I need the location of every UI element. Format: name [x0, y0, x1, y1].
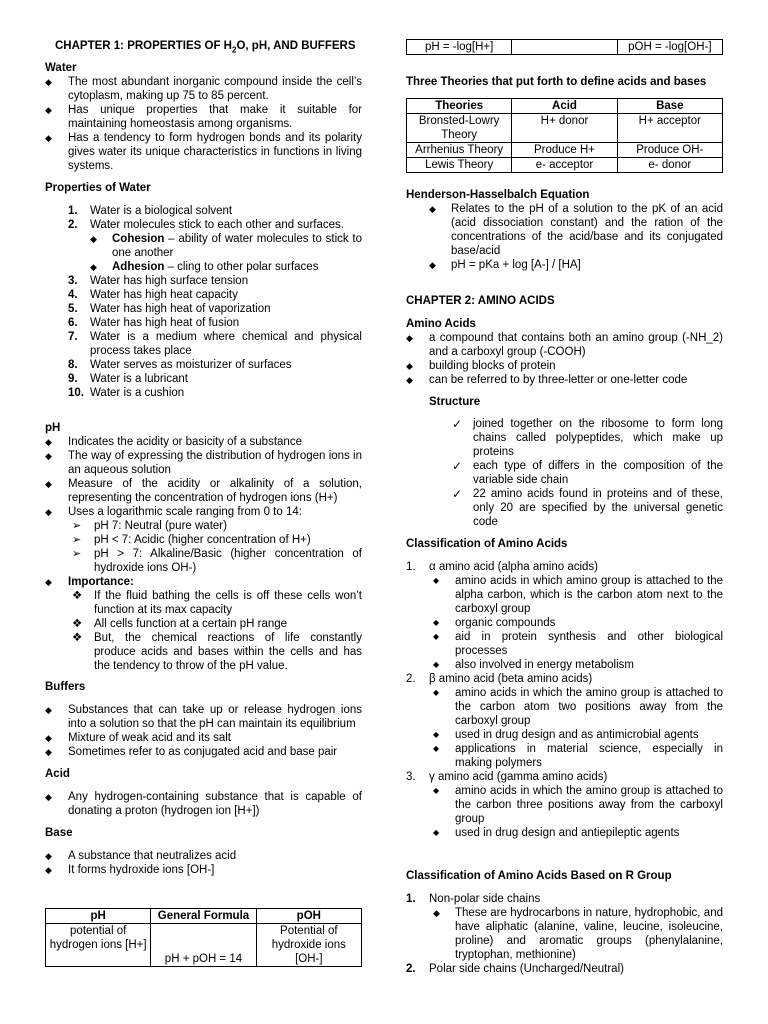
hh-bullets — [406, 202, 723, 272]
list-item: ◆ These are hydrocarbons in nature, hydrophobic, and have aliphatic (alanine, valine, leucine, isoleucine, proline) and aromatic groups (phenylalanine, tryptophan, methionine) — [433, 907, 723, 961]
list-item: ◆ amino acids in which amino group is attached to the alpha carbon, which is the carbon atom next to the carboxyl group — [433, 575, 723, 615]
list-item: ➢ pH < 7: Acidic (higher concentration of H+) — [72, 534, 311, 546]
list-item: ◆ amino acids in which the amino group is attached to the carbon atom two positions away from the carboxyl group — [433, 687, 723, 727]
table-cell: potential of hydrogen ions [H+] — [46, 924, 151, 967]
table-cell: Produce H+ — [512, 143, 617, 158]
table-cell — [512, 40, 617, 55]
structure-heading: Structure — [429, 396, 481, 408]
list-item: ❖ But, the chemical reactions of life constantly produce acids and bases within the cells and has the tendency to throw of the pH value. — [72, 632, 362, 672]
base-bullets — [45, 849, 362, 877]
list-item: ◆ Sometimes refer to as conjugated acid and base pair — [45, 746, 338, 758]
list-item: ◆ A substance that neutralizes acid — [45, 850, 237, 862]
structure-list — [406, 417, 723, 529]
checkmark-icon: ✓ — [452, 459, 463, 473]
table-cell: pOH = -log[OH-] — [617, 40, 722, 55]
list-item: ◆ Any hydrogen-containing substance that is capable of donating a proton (hydrogen ion [H+]) — [45, 791, 362, 817]
ph-heading: pH — [45, 422, 61, 434]
table-row — [407, 158, 723, 173]
properties-list — [45, 204, 362, 400]
list-item: ◆ building blocks of protein — [406, 360, 556, 372]
log-formula-table — [406, 39, 723, 55]
list-item: 1. Non-polar side chains — [406, 893, 541, 905]
list-item: 1. Water is a biological solvent — [68, 205, 233, 217]
list-item: 10. Water is a cushion — [68, 387, 185, 399]
table-cell: e- acceptor — [512, 158, 617, 173]
list-item: 8. Water serves as moisturizer of surfaces — [68, 359, 292, 371]
checkmark-icon: ✓ — [452, 487, 463, 501]
list-item: 7. Water is a medium where chemical and physical process takes place — [68, 331, 362, 357]
table-header: pH — [46, 909, 151, 924]
list-item: 3. γ amino acid (gamma amino acids) — [406, 771, 608, 783]
table-cell: Arrhenius Theory — [407, 143, 512, 158]
table-cell: Potential of hydroxide ions [OH-] — [256, 924, 361, 967]
theories-heading: Three Theories that put forth to define acids and bases — [406, 76, 707, 88]
ph-bullets — [45, 435, 362, 673]
buffers-heading: Buffers — [45, 681, 86, 693]
list-item: 4. Water has high heat capacity — [68, 289, 238, 301]
classification-list — [406, 560, 723, 840]
list-item: 5. Water has high heat of vaporization — [68, 303, 271, 315]
list-item: ◆ Has unique properties that make it suitable for maintaining homeostasis among organisms. — [45, 104, 362, 130]
list-item: ❖ All cells function at a certain pH range — [72, 618, 288, 630]
table-header: General Formula — [151, 909, 256, 924]
list-item: ◆ Relates to the pH of a solution to the pK of an acid (acid dissociation constant) and the ration of the concentrations of the acid/base and its conjugated base/acid — [429, 203, 723, 257]
properties-heading: Properties of Water — [45, 182, 151, 194]
rgroup-list — [406, 892, 723, 976]
arrow-icon: ➢ — [72, 520, 82, 532]
amino-acids-heading: Amino Acids — [406, 318, 476, 330]
list-item: ◆ Mixture of weak acid and its salt — [45, 732, 231, 744]
table-row — [407, 114, 723, 143]
four-diamond-icon: ❖ — [72, 590, 83, 602]
list-item: ◆ can be referred to by three-letter or one-letter code — [406, 374, 688, 386]
rgroup-heading: Classification of Amino Acids Based on R Group — [406, 870, 672, 882]
four-diamond-icon: ❖ — [72, 632, 83, 644]
table-cell: Bronsted-Lowry Theory — [407, 114, 512, 143]
table-header: Theories — [407, 99, 512, 114]
list-item: ◆ applications in material science, especially in making polymers — [433, 743, 723, 769]
list-item: ❖ If the fluid bathing the cells is off these cells won’t function at its max capacity — [72, 590, 362, 616]
arrow-icon: ➢ — [72, 534, 82, 546]
list-item: ◆ The most abundant inorganic compound inside the cell’s cytoplasm, making up 75 to 85 percent. — [45, 76, 362, 102]
list-item: ✓ joined together on the ribosome to form long chains called polypeptides, which make up proteins — [452, 417, 723, 458]
list-item: ◆ aid in protein synthesis and other biological processes — [433, 631, 723, 657]
list-item: ✓ each type of differs in the composition of the variable side chain — [452, 459, 723, 486]
list-item: 2. Water molecules stick to each other and surfaces. — [68, 219, 344, 231]
list-item: ◆ organic compounds — [433, 617, 556, 629]
amino-acids-bullets — [406, 331, 723, 387]
table-cell: pH + pOH = 14 — [151, 924, 256, 967]
list-item: ◆ used in drug design and as antimicrobial agents — [433, 729, 699, 741]
hh-heading: Henderson-Hasselbalch Equation — [406, 189, 590, 201]
table-cell: e- donor — [617, 158, 722, 173]
adhesion-item: ◆ Adhesion – cling to other polar surfaces — [90, 261, 319, 273]
base-heading: Base — [45, 827, 73, 839]
acid-bullets — [45, 790, 362, 818]
list-item: 1. α amino acid (alpha amino acids) — [406, 561, 599, 573]
list-item: 6. Water has high heat of fusion — [68, 317, 240, 329]
list-item: ◆ a compound that contains both an amino group (-NH_2) and a carboxyl group (-COOH) — [406, 332, 723, 358]
list-item: ➢ pH 7: Neutral (pure water) — [72, 520, 227, 532]
list-item: ◆ amino acids in which the amino group is attached to the carbon three positions away from the carboxyl group — [433, 785, 723, 825]
table-header: Acid — [512, 99, 617, 114]
table-header: pOH — [256, 909, 361, 924]
list-item: 3. Water has high surface tension — [68, 275, 249, 287]
list-item: 9. Water is a lubricant — [68, 373, 188, 385]
ph-poh-table — [45, 908, 362, 967]
list-item: ◆ Has a tendency to form hydrogen bonds and its polarity gives water its unique characteristics in functions in living systems. — [45, 132, 362, 172]
list-item: ◆ Substances that can take up or release hydrogen ions into a solution so that the pH can maintain its equilibrium — [45, 704, 362, 730]
list-item: ◆ Indicates the acidity or basicity of a substance — [45, 436, 302, 448]
table-cell: H+ acceptor — [617, 114, 722, 143]
cohesion-item: ◆ Cohesion – ability of water molecules to stick to one another — [90, 233, 362, 259]
list-item: ◆ The way of expressing the distribution of hydrogen ions in an aqueous solution — [45, 450, 362, 476]
list-item: ➢ pH > 7: Alkaline/Basic (higher concentration of hydroxide ions OH-) — [72, 548, 362, 574]
checkmark-icon: ✓ — [452, 417, 463, 431]
water-heading: Water — [45, 62, 77, 74]
arrow-icon: ➢ — [72, 548, 82, 560]
table-header: Base — [617, 99, 722, 114]
theories-table — [406, 98, 723, 173]
list-item: 2. Polar side chains (Uncharged/Neutral) — [406, 963, 624, 975]
table-cell: Produce OH- — [617, 143, 722, 158]
four-diamond-icon: ❖ — [72, 618, 83, 630]
water-bullets — [45, 75, 362, 173]
table-cell: Lewis Theory — [407, 158, 512, 173]
list-item: 2. β amino acid (beta amino acids) — [406, 673, 593, 685]
table-row — [407, 143, 723, 158]
table-cell: H+ donor — [512, 114, 617, 143]
list-item: ◆ used in drug design and antiepileptic agents — [433, 827, 680, 839]
table-cell: pH = -log[H+] — [407, 40, 512, 55]
list-item: ✓ 22 amino acids found in proteins and of these, only 20 are specified by the universal genetic code — [452, 487, 723, 528]
buffers-bullets — [45, 703, 362, 759]
importance-item: ◆ Importance: — [45, 576, 134, 588]
chapter1-title: CHAPTER 1: PROPERTIES OF $H_2O$, pH, AND BUFFERS — [55, 40, 356, 55]
list-item: ◆ pH = pKa + log [A-] / [HA] — [429, 259, 581, 271]
list-item: ◆ Measure of the acidity or alkalinity of a solution, representing the concentration of hydrogen ions (H+) — [45, 478, 362, 504]
list-item: ◆ Uses a logarithmic scale ranging from 0 to 14: — [45, 506, 302, 518]
list-item: ◆ also involved in energy metabolism — [433, 659, 634, 671]
acid-heading: Acid — [45, 768, 70, 780]
list-item: ◆ It forms hydroxide ions [OH-] — [45, 864, 215, 876]
chapter2-title: CHAPTER 2: AMINO ACIDS — [406, 295, 555, 307]
classification-heading: Classification of Amino Acids — [406, 538, 568, 550]
